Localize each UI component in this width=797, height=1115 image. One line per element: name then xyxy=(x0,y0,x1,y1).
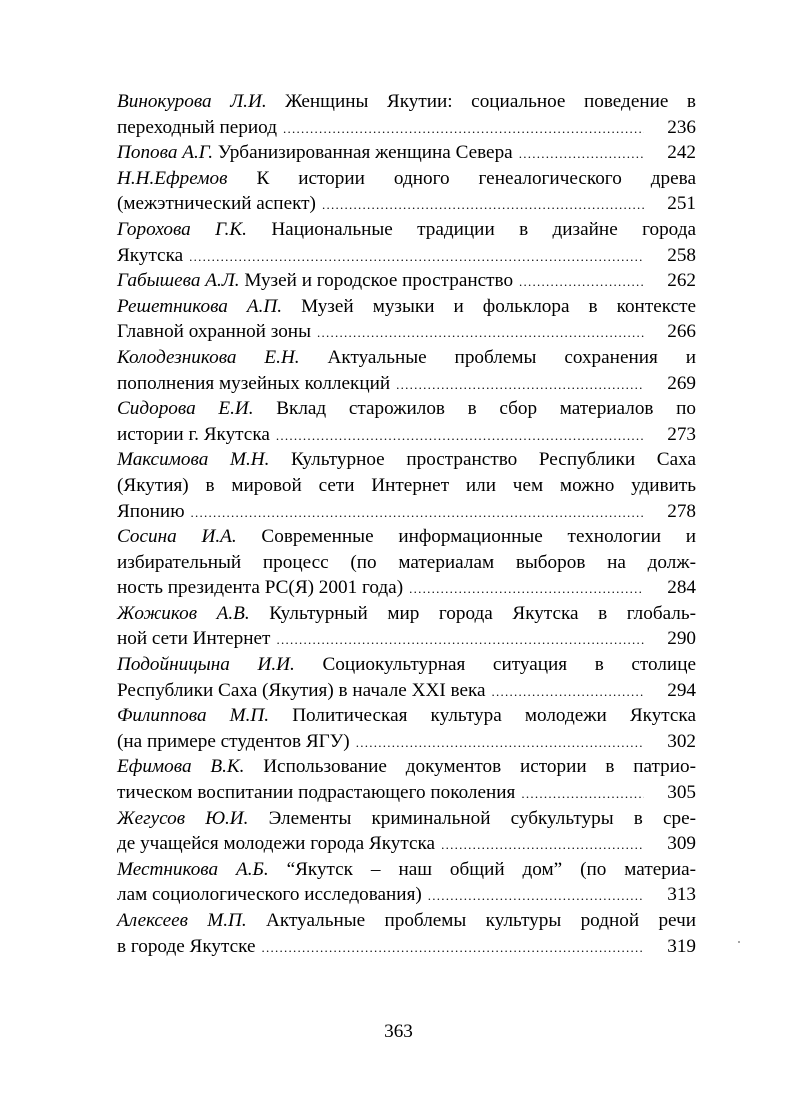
toc-title: истории г. Якутска xyxy=(117,423,270,445)
toc-author: Филиппова М.П. xyxy=(117,705,270,727)
toc-author: Местникова А.Б. xyxy=(117,858,269,880)
toc-entry xyxy=(117,806,696,857)
toc-title: лам социологического исследования) xyxy=(117,884,422,906)
toc-title: переходный период xyxy=(117,116,277,138)
toc-entry xyxy=(117,601,696,652)
toc-title: (Якутия) в мировой сети Интернет или чем можно удивить xyxy=(117,474,696,496)
toc-author: Жегусов Ю.И. xyxy=(117,807,249,829)
toc-entry xyxy=(117,447,696,524)
toc-entry-text xyxy=(117,140,513,166)
toc-page-number: 309 xyxy=(667,833,696,855)
toc-entry-text xyxy=(117,115,277,141)
toc-title: ной сети Интернет xyxy=(117,628,271,650)
toc-title: Японию xyxy=(117,500,185,522)
toc-entry-text xyxy=(117,319,311,345)
toc-entry xyxy=(117,345,696,396)
toc-entry-text xyxy=(117,756,696,777)
toc-entry-last-line xyxy=(117,780,696,806)
toc-entry-line xyxy=(117,396,696,422)
toc-title: в городе Якутске xyxy=(117,935,256,957)
toc-page-number: 302 xyxy=(667,730,696,752)
toc-page-number: 236 xyxy=(667,116,696,138)
toc-page-number: 319 xyxy=(667,935,696,957)
page-number: 363 xyxy=(384,1021,413,1042)
toc-author: Максимова М.Н. xyxy=(117,449,270,471)
scan-speck xyxy=(738,941,740,943)
toc-entry-line xyxy=(117,652,696,678)
toc-entry-text xyxy=(117,398,696,419)
toc-entry-last-line xyxy=(117,371,696,397)
toc-entry-text xyxy=(117,882,422,908)
toc-entry-line xyxy=(117,806,696,832)
toc-title: Музей и городское пространство xyxy=(239,270,514,292)
toc-entry-line xyxy=(117,857,696,883)
toc-entry-last-line xyxy=(117,678,696,704)
toc-entry-text xyxy=(117,552,696,573)
toc-entry-last-line xyxy=(117,575,696,601)
toc-title: К истории одного генеалогического древа xyxy=(227,167,696,189)
toc-entry-text xyxy=(117,780,515,806)
toc-entry-text xyxy=(117,475,696,496)
toc-author: Ефимова В.К. xyxy=(117,756,245,778)
dot-leader xyxy=(283,116,644,142)
toc-entry-text xyxy=(117,347,696,368)
toc-entry-last-line xyxy=(117,934,696,960)
toc-title: Культурный мир города Якутска в глобаль- xyxy=(249,602,696,624)
toc-entry-last-line xyxy=(117,882,696,908)
toc-title: Вклад старожилов в сбор материалов по xyxy=(253,398,697,420)
toc-author: Попова А.Г. xyxy=(117,142,214,164)
toc-title: Социокультурная ситуация в столице xyxy=(294,654,696,676)
toc-title: Актуальные проблемы культуры родной речи xyxy=(246,910,696,931)
dot-leader xyxy=(519,141,644,167)
toc-entry-text xyxy=(117,268,513,294)
toc-page-number: 266 xyxy=(667,321,696,343)
toc-author: Габышева А.Л. xyxy=(117,270,240,292)
toc-entry-last-line xyxy=(117,626,696,652)
toc-entry-text xyxy=(117,831,435,857)
toc-entry-text xyxy=(117,449,696,470)
dot-leader xyxy=(519,269,644,295)
toc-entry xyxy=(117,524,696,601)
toc-title: (на примере студентов ЯГУ) xyxy=(117,730,350,752)
toc-entry-text xyxy=(117,91,696,112)
toc-entry-text xyxy=(117,296,696,317)
toc-entry-line xyxy=(117,754,696,780)
dot-leader xyxy=(441,832,644,858)
dot-leader xyxy=(396,372,644,398)
toc-title: де учащейся молодежи города Якутска xyxy=(117,833,436,855)
toc-entry-line xyxy=(117,166,696,192)
dot-leader xyxy=(262,935,645,961)
toc-title: Культурное пространство Республики Саха xyxy=(269,449,696,471)
toc-author: Сидорова Е.И. xyxy=(117,398,254,420)
toc-entry-line xyxy=(117,550,696,576)
toc-page-number: 290 xyxy=(667,628,696,650)
toc-entry-text xyxy=(117,934,256,960)
toc-title: Современные информационные технологии и xyxy=(236,526,696,548)
toc-entry-last-line xyxy=(117,729,696,755)
toc-entry-text xyxy=(117,168,696,189)
toc-entry-last-line xyxy=(117,831,696,857)
toc-title: избирательный процесс (по материалам выборов на долж- xyxy=(117,551,696,573)
toc-title: Использование документов истории в патрио- xyxy=(244,756,696,778)
toc-title: тическом воспитании подрастающего поколения xyxy=(117,782,516,804)
toc-entry xyxy=(117,754,696,805)
toc-entry-line xyxy=(117,89,696,115)
toc-entry-line xyxy=(117,703,696,729)
toc-entry-line xyxy=(117,473,696,499)
toc-title: (межэтнический аспект) xyxy=(117,193,316,215)
toc-title: Политическая культура молодежи Якутска xyxy=(269,705,696,727)
toc-entry-text xyxy=(117,575,403,601)
toc-author: Н.Н.Ефремов xyxy=(117,167,228,189)
toc-entry-text xyxy=(117,219,696,240)
dot-leader xyxy=(189,244,644,270)
toc-entry-text xyxy=(117,243,183,269)
toc-page-number: 305 xyxy=(667,782,696,804)
toc-entry-text xyxy=(117,859,696,880)
toc-entry-last-line xyxy=(117,268,696,294)
toc-title: Главной охранной зоны xyxy=(117,321,311,343)
toc-author: Жожиков А.В. xyxy=(117,602,250,624)
toc-author: Сосина И.А. xyxy=(117,526,237,548)
toc-page-number: 273 xyxy=(667,423,696,445)
toc-page-number: 284 xyxy=(667,577,696,599)
toc-entry-text xyxy=(117,808,696,829)
toc-author: Решетникова А.П. xyxy=(117,295,283,317)
toc-entry-text xyxy=(117,526,696,547)
toc-page-number: 294 xyxy=(667,679,696,701)
toc-entry-line xyxy=(117,345,696,371)
toc-page-number: 313 xyxy=(667,884,696,906)
dot-leader xyxy=(428,883,644,909)
toc-title: Актуальные проблемы сохранения и xyxy=(299,346,697,368)
toc-entry xyxy=(117,396,696,447)
table-of-contents xyxy=(117,89,696,959)
toc-author: Алексеев М.П. xyxy=(117,910,247,931)
dot-leader xyxy=(492,679,644,705)
toc-entry xyxy=(117,217,696,268)
toc-title: Национальные традиции в дизайне города xyxy=(246,218,696,240)
toc-entry-text xyxy=(117,499,185,525)
toc-title: Женщины Якутии: социальное поведение в xyxy=(266,91,696,112)
toc-author: Винокурова Л.И. xyxy=(117,91,267,112)
toc-entry-last-line xyxy=(117,191,696,217)
toc-entry-text xyxy=(117,705,696,726)
toc-entry-text xyxy=(117,654,696,675)
toc-entry xyxy=(117,166,696,217)
toc-entry-last-line xyxy=(117,115,696,141)
toc-author: Подойницына И.И. xyxy=(117,654,295,676)
toc-entry xyxy=(117,89,696,140)
toc-title: пополнения музейных коллекций xyxy=(117,372,391,394)
toc-entry-text xyxy=(117,191,316,217)
toc-entry-text xyxy=(117,678,486,704)
toc-entry-line xyxy=(117,217,696,243)
toc-entry xyxy=(117,908,696,959)
toc-entry xyxy=(117,703,696,754)
toc-title: Якутска xyxy=(117,244,184,266)
toc-page-number: 269 xyxy=(667,372,696,394)
toc-entry-last-line xyxy=(117,499,696,525)
toc-page-number: 258 xyxy=(667,244,696,266)
toc-entry-line xyxy=(117,447,696,473)
toc-entry xyxy=(117,857,696,908)
toc-entry-text xyxy=(117,910,696,931)
toc-entry-text xyxy=(117,371,390,397)
dot-leader xyxy=(317,320,644,346)
dot-leader xyxy=(276,627,644,653)
toc-entry-text xyxy=(117,729,350,755)
toc-entry xyxy=(117,140,696,166)
toc-author: Горохова Г.К. xyxy=(117,218,247,240)
toc-page-number: 262 xyxy=(667,270,696,292)
toc-entry-line xyxy=(117,294,696,320)
toc-title: Элементы криминальной субкультуры в сре- xyxy=(248,807,696,829)
toc-page-number: 242 xyxy=(667,142,696,164)
toc-title: Урбанизированная женщина Севера xyxy=(213,142,513,164)
toc-entry-line xyxy=(117,601,696,627)
dot-leader xyxy=(276,423,644,449)
toc-author: Колодезникова Е.Н. xyxy=(117,346,300,368)
toc-entry-line xyxy=(117,908,696,934)
toc-entry-text xyxy=(117,626,270,652)
toc-entry-text xyxy=(117,603,696,624)
toc-entry xyxy=(117,652,696,703)
toc-entry xyxy=(117,294,696,345)
toc-entry-text xyxy=(117,422,270,448)
toc-entry-last-line xyxy=(117,243,696,269)
toc-entry-last-line xyxy=(117,140,696,166)
toc-title: ность президента РС(Я) 2001 года) xyxy=(117,577,404,599)
toc-entry-last-line xyxy=(117,319,696,345)
toc-page-number: 278 xyxy=(667,500,696,522)
toc-page-number: 251 xyxy=(667,193,696,215)
dot-leader xyxy=(521,781,644,807)
toc-entry xyxy=(117,268,696,294)
dot-leader xyxy=(356,730,644,756)
dot-leader xyxy=(191,500,644,526)
toc-entry-line xyxy=(117,524,696,550)
toc-title: “Якутск – наш общий дом” (по материа- xyxy=(268,858,696,880)
toc-entry-last-line xyxy=(117,422,696,448)
toc-title: Музей музыки и фольклора в контексте xyxy=(282,295,696,317)
dot-leader xyxy=(409,576,644,602)
toc-title: Республики Саха (Якутия) в начале XXI века xyxy=(117,679,486,701)
dot-leader xyxy=(322,192,644,218)
